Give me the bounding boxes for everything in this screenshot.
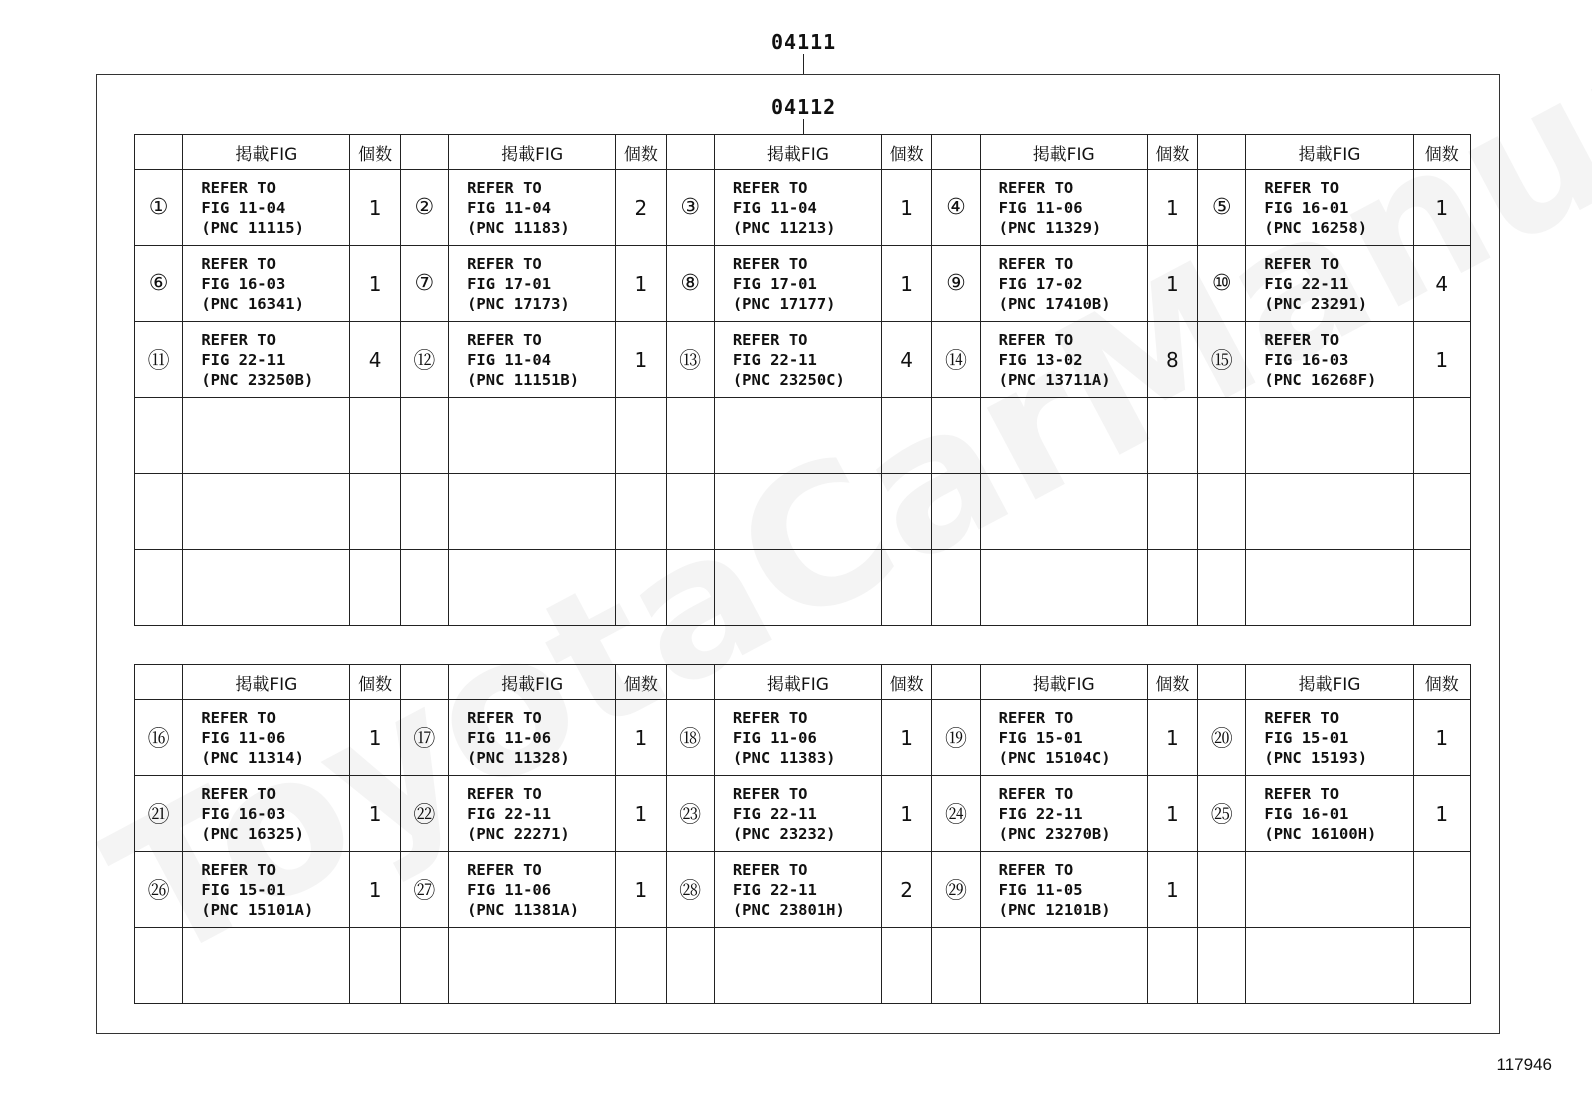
fig-reference-line: REFER TO [732,708,808,727]
quantity: 8 [1147,322,1197,398]
callout-number [932,928,980,1004]
quantity [881,928,931,1004]
fig-reference [1246,852,1413,928]
header-qty: 個数 [616,665,666,700]
table-row [135,170,1471,246]
header-qty: 個数 [1147,665,1197,700]
fig-reference [980,776,1147,852]
fig-reference [980,246,1147,322]
parts-table-1 [134,134,1471,626]
table-row [135,474,1471,550]
callout-number [400,928,448,1004]
fig-reference [449,322,616,398]
quantity: 4 [350,322,400,398]
fig-reference-line: (PNC 16258) [1264,218,1368,237]
fig-reference [183,246,350,322]
callout-number [1198,928,1246,1004]
fig-reference [714,928,881,1004]
fig-reference-line: FIG 11-06 [467,728,552,747]
callout-number [400,474,448,550]
callout-number [400,550,448,626]
fig-reference-line: FIG 22-11 [1264,274,1349,293]
header-fig: 掲載FIG [714,665,881,700]
callout-number [1198,550,1246,626]
quantity: 1 [616,246,666,322]
callout-number: ⑥ [135,246,183,322]
callout-number: ⑫ [400,322,448,398]
fig-reference-line: FIG 16-03 [201,274,286,293]
quantity [616,550,666,626]
quantity: 1 [350,852,400,928]
fig-reference-line: (PNC 23250B) [201,370,314,389]
fig-reference-line: FIG 16-01 [1264,198,1349,217]
fig-reference-line: (PNC 17177) [732,294,836,313]
fig-reference-line: (PNC 23291) [1264,294,1368,313]
fig-reference-line: (PNC 23250C) [732,370,845,389]
fig-reference-line: (PNC 11383) [732,748,836,767]
fig-reference-line: (PNC 12101B) [998,900,1111,919]
callout-number: ⑧ [666,246,714,322]
fig-reference [1246,928,1413,1004]
fig-reference-line: REFER TO [1264,254,1340,273]
leader-line-04111 [803,54,804,74]
fig-reference [183,398,350,474]
fig-reference-line: (PNC 13711A) [998,370,1111,389]
header-blank [666,665,714,700]
fig-reference [449,776,616,852]
fig-reference-line: (PNC 11314) [201,748,304,767]
table-row [135,700,1471,776]
header-blank [400,665,448,700]
quantity: 1 [881,246,931,322]
fig-reference [980,550,1147,626]
fig-reference-line: FIG 22-11 [732,880,817,899]
fig-reference [449,928,616,1004]
fig-reference [449,550,616,626]
quantity: 1 [1147,170,1197,246]
quantity: 1 [616,852,666,928]
quantity [350,474,400,550]
callout-number: ② [400,170,448,246]
quantity: 4 [881,322,931,398]
fig-reference-line: FIG 11-04 [732,198,817,217]
quantity: 1 [1413,322,1471,398]
assembly-label-04112: 04112 [771,95,837,119]
quantity: 1 [881,170,931,246]
callout-number: ① [135,170,183,246]
quantity [616,928,666,1004]
fig-reference-line: (PNC 17410B) [998,294,1111,313]
fig-reference-line: REFER TO [201,254,276,273]
fig-reference-line: REFER TO [732,254,808,273]
callout-number [135,550,183,626]
fig-reference [449,398,616,474]
fig-reference [449,170,616,246]
quantity [1147,398,1197,474]
callout-number [666,474,714,550]
fig-reference [980,700,1147,776]
fig-reference [714,776,881,852]
fig-reference-line: (PNC 15104C) [998,748,1111,767]
callout-number [1198,852,1246,928]
fig-reference-line: REFER TO [467,330,542,349]
callout-number: ㉓ [666,776,714,852]
fig-reference-line: FIG 22-11 [998,804,1083,823]
fig-reference-line: REFER TO [1264,330,1340,349]
callout-number: ㉘ [666,852,714,928]
fig-reference-line: REFER TO [998,178,1074,197]
quantity [1413,550,1471,626]
quantity [881,398,931,474]
header-fig: 掲載FIG [449,135,616,170]
quantity [616,474,666,550]
fig-reference-line: REFER TO [201,708,276,727]
quantity [616,398,666,474]
fig-reference-line: FIG 13-02 [998,350,1083,369]
fig-reference-line: REFER TO [998,330,1074,349]
fig-reference [449,474,616,550]
header-fig: 掲載FIG [980,135,1147,170]
callout-number: ⑬ [666,322,714,398]
fig-reference-line: (PNC 23232) [732,824,836,843]
callout-number: ⑦ [400,246,448,322]
fig-reference [449,246,616,322]
fig-reference-line: FIG 22-11 [732,804,817,823]
quantity: 2 [616,170,666,246]
fig-reference-line: (PNC 11115) [201,218,304,237]
fig-reference-line: FIG 11-06 [201,728,286,747]
quantity [350,928,400,1004]
quantity [1413,928,1471,1004]
callout-number: ⑪ [135,322,183,398]
fig-reference-line: (PNC 11329) [998,218,1102,237]
fig-reference [449,852,616,928]
fig-reference-line: REFER TO [1264,784,1340,803]
quantity: 1 [616,776,666,852]
callout-number: ㉙ [932,852,980,928]
header-fig: 掲載FIG [183,665,350,700]
header-blank [1198,665,1246,700]
fig-reference-line: REFER TO [732,330,808,349]
quantity: 1 [616,322,666,398]
quantity: 1 [1413,170,1471,246]
callout-number: ⑨ [932,246,980,322]
parts-table-2 [134,664,1471,1004]
fig-reference-line: FIG 16-03 [201,804,286,823]
quantity [881,550,931,626]
header-blank [1198,135,1246,170]
callout-number [666,928,714,1004]
header-qty: 個数 [1413,665,1471,700]
fig-reference [980,398,1147,474]
fig-reference [183,776,350,852]
header-qty: 個数 [350,665,400,700]
fig-reference-line: REFER TO [732,178,808,197]
fig-reference [980,170,1147,246]
fig-reference [1246,246,1413,322]
fig-reference-line: FIG 11-04 [467,350,552,369]
callout-number: ⑤ [1198,170,1246,246]
header-fig: 掲載FIG [449,665,616,700]
assembly-label-04111: 04111 [771,30,837,54]
quantity: 1 [881,776,931,852]
callout-number: ⑳ [1198,700,1246,776]
fig-reference-line: FIG 16-03 [1264,350,1349,369]
fig-reference [1246,474,1413,550]
callout-number [666,550,714,626]
fig-reference-line: REFER TO [998,708,1074,727]
fig-reference [980,928,1147,1004]
quantity: 1 [350,246,400,322]
fig-reference-line: (PNC 11381A) [467,900,580,919]
header-qty: 個数 [1147,135,1197,170]
quantity: 1 [1147,852,1197,928]
fig-reference [714,398,881,474]
fig-reference-line: (PNC 11151B) [467,370,580,389]
header-fig: 掲載FIG [183,135,350,170]
leader-line-04112 [803,119,804,134]
fig-reference-line: (PNC 17173) [467,294,570,313]
callout-number: ㉒ [400,776,448,852]
fig-reference-line: FIG 17-01 [732,274,817,293]
quantity [350,550,400,626]
fig-reference-line: FIG 17-02 [998,274,1083,293]
fig-reference-line: FIG 22-11 [732,350,817,369]
table-row [135,322,1471,398]
fig-reference-line: REFER TO [467,860,542,879]
callout-number: ⑱ [666,700,714,776]
fig-reference [1246,398,1413,474]
fig-reference-line: FIG 15-01 [1264,728,1349,747]
fig-reference [183,170,350,246]
fig-reference-line: (PNC 11328) [467,748,570,767]
fig-reference [714,170,881,246]
fig-reference [183,550,350,626]
quantity [1147,474,1197,550]
callout-number [400,398,448,474]
fig-reference-line: (PNC 16325) [201,824,304,843]
fig-reference [714,550,881,626]
fig-reference-line: (PNC 16268F) [1264,370,1377,389]
header-blank [666,135,714,170]
callout-number: ⑭ [932,322,980,398]
fig-reference-line: FIG 16-01 [1264,804,1349,823]
header-blank [932,665,980,700]
callout-number [135,398,183,474]
fig-reference-line: (PNC 23270B) [998,824,1111,843]
fig-reference-line: (PNC 22271) [467,824,570,843]
header-qty: 個数 [881,135,931,170]
callout-number [666,398,714,474]
quantity: 2 [881,852,931,928]
fig-reference-line: REFER TO [201,860,276,879]
callout-number [1198,398,1246,474]
callout-number [1198,474,1246,550]
header-fig: 掲載FIG [714,135,881,170]
callout-number: ㉑ [135,776,183,852]
fig-reference [183,700,350,776]
header-qty: 個数 [1413,135,1471,170]
callout-number: ㉗ [400,852,448,928]
fig-reference [1246,776,1413,852]
fig-reference-line: FIG 11-04 [467,198,552,217]
quantity [881,474,931,550]
callout-number: ④ [932,170,980,246]
fig-reference [1246,170,1413,246]
quantity [1147,928,1197,1004]
fig-reference [449,700,616,776]
fig-reference-line: (PNC 11183) [467,218,570,237]
table-row [135,550,1471,626]
fig-reference-line: REFER TO [998,254,1074,273]
fig-reference-line: (PNC 11213) [732,218,836,237]
header-fig: 掲載FIG [1246,665,1413,700]
fig-reference-line: FIG 22-11 [467,804,552,823]
fig-reference-line: (PNC 15101A) [201,900,314,919]
quantity: 1 [350,776,400,852]
fig-reference-line: (PNC 23801H) [732,900,845,919]
header-qty: 個数 [616,135,666,170]
header-qty: 個数 [881,665,931,700]
callout-number: ㉖ [135,852,183,928]
fig-reference-line: REFER TO [998,784,1074,803]
quantity: 1 [881,700,931,776]
fig-reference-line: (PNC 15193) [1264,748,1368,767]
callout-number [932,550,980,626]
header-blank [932,135,980,170]
fig-reference-line: FIG 11-05 [998,880,1083,899]
fig-reference-line: REFER TO [1264,178,1340,197]
callout-number: ⑮ [1198,322,1246,398]
fig-reference-line: FIG 11-04 [201,198,286,217]
fig-reference-line: FIG 22-11 [201,350,286,369]
quantity [1413,852,1471,928]
quantity: 1 [350,170,400,246]
callout-number [135,928,183,1004]
fig-reference [714,246,881,322]
quantity [1413,398,1471,474]
quantity: 1 [616,700,666,776]
quantity: 1 [1413,776,1471,852]
table-row [135,246,1471,322]
fig-reference-line: FIG 11-06 [467,880,552,899]
fig-reference [183,322,350,398]
callout-number [932,398,980,474]
quantity: 1 [1147,246,1197,322]
fig-reference-line: REFER TO [201,178,276,197]
callout-number: ⑩ [1198,246,1246,322]
callout-number: ⑰ [400,700,448,776]
fig-reference-line: REFER TO [201,784,276,803]
fig-reference-line: FIG 15-01 [998,728,1083,747]
quantity: 1 [350,700,400,776]
quantity: 1 [1147,776,1197,852]
fig-reference-line: FIG 11-06 [998,198,1083,217]
fig-reference [1246,550,1413,626]
fig-reference [980,474,1147,550]
quantity: 4 [1413,246,1471,322]
quantity: 1 [1147,700,1197,776]
quantity [1147,550,1197,626]
quantity [1413,474,1471,550]
fig-reference-line: FIG 17-01 [467,274,552,293]
fig-reference-line: REFER TO [467,178,542,197]
header-fig: 掲載FIG [1246,135,1413,170]
fig-reference [714,322,881,398]
fig-reference-line: (PNC 16100H) [1264,824,1377,843]
quantity [350,398,400,474]
table-row [135,398,1471,474]
fig-reference [714,700,881,776]
fig-reference [714,852,881,928]
fig-reference-line: REFER TO [201,330,276,349]
callout-number: ㉕ [1198,776,1246,852]
fig-reference [1246,700,1413,776]
header-fig: 掲載FIG [980,665,1147,700]
callout-number: ⑲ [932,700,980,776]
callout-number [135,474,183,550]
table-row [135,776,1471,852]
callout-number: ㉔ [932,776,980,852]
fig-reference-line: REFER TO [467,708,542,727]
quantity: 1 [1413,700,1471,776]
fig-reference-line: REFER TO [467,784,542,803]
fig-reference-line: REFER TO [1264,708,1340,727]
header-blank [135,135,183,170]
header-row [135,135,1471,170]
header-qty: 個数 [350,135,400,170]
fig-reference [714,474,881,550]
callout-number [932,474,980,550]
fig-reference [1246,322,1413,398]
table-row [135,852,1471,928]
header-row [135,665,1471,700]
fig-reference [183,928,350,1004]
fig-reference-line: (PNC 16341) [201,294,304,313]
callout-number: ③ [666,170,714,246]
fig-reference-line: FIG 15-01 [201,880,286,899]
fig-reference-line: REFER TO [998,860,1074,879]
header-blank [400,135,448,170]
callout-number: ⑯ [135,700,183,776]
fig-reference [980,322,1147,398]
header-blank [135,665,183,700]
fig-reference-line: FIG 11-06 [732,728,817,747]
figure-id: 117946 [1496,1055,1552,1074]
fig-reference-line: REFER TO [732,860,808,879]
fig-reference [183,852,350,928]
fig-reference [183,474,350,550]
fig-reference-line: REFER TO [732,784,808,803]
table-row [135,928,1471,1004]
fig-reference-line: REFER TO [467,254,542,273]
fig-reference [980,852,1147,928]
